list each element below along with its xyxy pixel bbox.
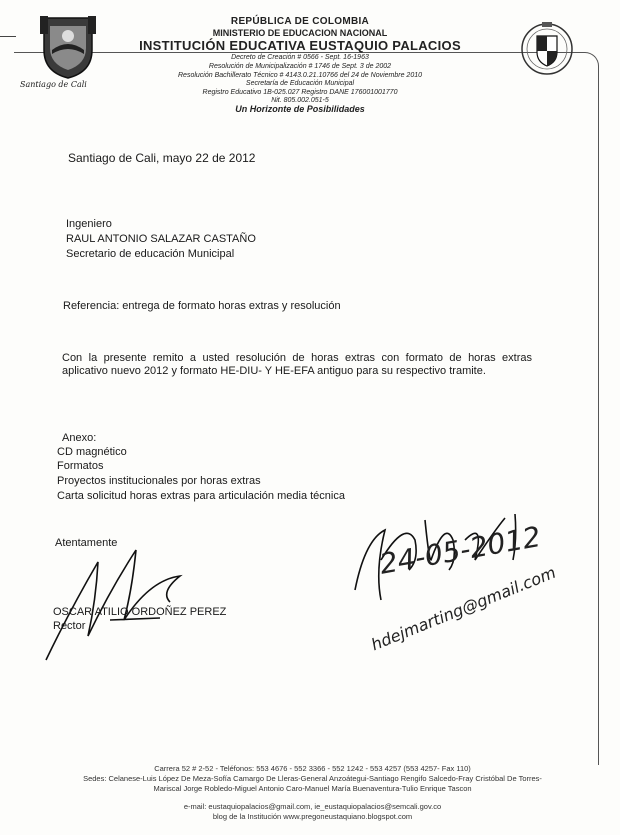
city-crest-icon (38, 14, 98, 80)
annex-item: Proyectos institucionales por horas extras (57, 475, 261, 487)
closing: Atentamente (55, 537, 118, 549)
decree-line: Decreto de Creación # 0566 - Sept. 16-1963 (231, 54, 369, 61)
recipient-name: RAUL ANTONIO SALAZAR CASTAÑO (66, 233, 256, 245)
footer-address: Carrera 52 # 2-52 - Teléfonos: 553 4676 - 552 3366 - 552 1242 - 553 4257 (553 4257- Fax 110) (154, 764, 471, 773)
handwritten-date: 24-05-2012 (377, 519, 544, 581)
annex-item: Formatos (57, 460, 104, 472)
institution-heading: INSTITUCIÓN EDUCATIVA EUSTAQUIO PALACIOS (139, 38, 461, 53)
annex-item: CD magnético (57, 446, 127, 458)
registry-line: Registro Educativo 1B-025.027 Registro DANE 176001001770 (202, 89, 398, 96)
annex-title: Anexo: (62, 432, 97, 444)
footer-sedes-line-1: Sedes: Celanese-Luis López De Meza-Sofía Camargo De Lleras-General Anzoátegui-Santiago Rengifo Salcedo-Fray Cristóbal De Torres- (83, 774, 542, 783)
handwritten-email: hdejmarting@gmail.com (368, 562, 559, 655)
footer-email: e-mail: eustaquiopalacios@gmail.com, ie_eustaquiopalacios@semcali.gov.co (183, 802, 442, 811)
recipient-position: Secretario de educación Municipal (66, 248, 235, 260)
letter-date: Santiago de Cali, mayo 22 de 2012 (68, 151, 256, 165)
school-shield-icon (520, 18, 574, 80)
footer-sedes-line-2: Mariscal Jorge Robledo-Miguel Antonio Caro-Manuel María Buenaventura-Tulio Enrique Tascon (153, 784, 472, 793)
technical-resolution-line: Resolución Bachillerato Técnico # 4143.0.21.10766 del 24 de Noviembre 2010 (178, 72, 422, 79)
crest-caption: Santiago de Cali (20, 80, 87, 89)
motto: Un Horizonte de Posibilidades (235, 104, 365, 114)
recipient-title: Ingeniero (66, 218, 112, 230)
secretariat-line: Secretaría de Educación Municipal (245, 80, 355, 87)
nit-line: Nit. 805.002.051-5 (271, 97, 329, 104)
signer-title: Rector (53, 620, 86, 632)
letter-body: Con la presente remito a usted resolución de horas extras con formato de horas extras aplicativo nuevo 2012 y formato HE-DIU- Y HE-EFA antiguo para su respectivo tramite. (62, 352, 532, 377)
footer-blog: blog de la Institución www.pregoneustaquiano.blogspot.com (212, 812, 413, 821)
ministry-heading: MINISTERIO DE EDUCACION NACIONAL (212, 28, 388, 38)
reference-line: Referencia: entrega de formato horas extras y resolución (63, 300, 341, 312)
signer-name: OSCAR ATILIO ORDOÑEZ PEREZ (53, 606, 227, 618)
municipalization-line: Resolución de Municipalización # 1746 de Sept. 3 de 2002 (208, 63, 392, 70)
rector-signature (40, 540, 200, 665)
top-left-dash (0, 36, 16, 37)
annex-item: Carta solicitud horas extras para articulación media técnica (57, 490, 345, 502)
republic-heading: REPÚBLICA DE COLOMBIA (230, 16, 370, 27)
